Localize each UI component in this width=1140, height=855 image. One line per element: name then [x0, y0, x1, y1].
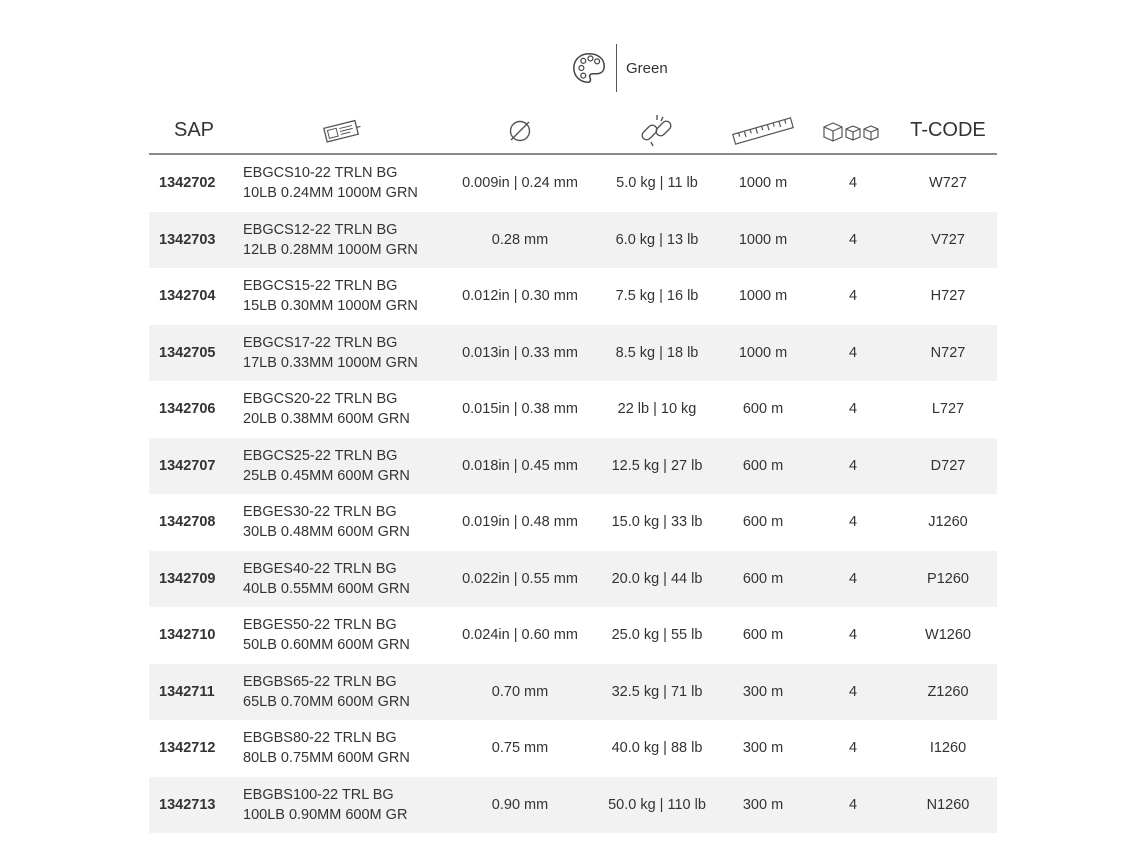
- ruler-icon: [730, 114, 796, 148]
- table-body: [149, 154, 997, 833]
- cell-diameter: 0.018in | 0.45 mm: [445, 438, 595, 495]
- description-line-1: EBGCS25-22 TRLN BG: [243, 447, 398, 464]
- cell-length: 300 m: [719, 720, 807, 777]
- cell-length: 1000 m: [719, 325, 807, 382]
- cell-breaking-strength: 12.5 kg | 27 lb: [595, 438, 719, 495]
- cell-pack: 4: [807, 438, 899, 495]
- table-row: [149, 268, 997, 325]
- cell-tcode: P1260: [899, 551, 997, 608]
- cell-length: 1000 m: [719, 268, 807, 325]
- cell-pack: 4: [807, 494, 899, 551]
- cell-pack: 4: [807, 325, 899, 382]
- cell-pack: 4: [807, 212, 899, 269]
- cell-breaking-strength: 40.0 kg | 88 lb: [595, 720, 719, 777]
- description-line-1: EBGCS10-22 TRLN BG: [243, 165, 398, 182]
- cell-sap: 1342710: [149, 607, 239, 664]
- cell-description: [239, 664, 445, 721]
- cell-description: [239, 212, 445, 269]
- table-row: [149, 720, 997, 777]
- cell-description: [239, 494, 445, 551]
- table-row: [149, 154, 997, 212]
- description-line-1: EBGBS65-22 TRLN BG: [243, 673, 397, 690]
- description-line-2: 40LB 0.55MM 600M GRN: [243, 580, 410, 597]
- description-line-1: EBGBS80-22 TRLN BG: [243, 730, 397, 747]
- cell-tcode: W727: [899, 154, 997, 212]
- cell-tcode: D727: [899, 438, 997, 495]
- cell-length: 600 m: [719, 494, 807, 551]
- description-line-2: 100LB 0.90MM 600M GR: [243, 806, 408, 823]
- cell-diameter: 0.024in | 0.60 mm: [445, 607, 595, 664]
- cell-description: [239, 438, 445, 495]
- cell-pack: 4: [807, 720, 899, 777]
- cell-diameter: 0.015in | 0.38 mm: [445, 381, 595, 438]
- cell-pack: 4: [807, 777, 899, 834]
- cell-sap: 1342712: [149, 720, 239, 777]
- cell-breaking-strength: 22 lb | 10 kg: [595, 381, 719, 438]
- cell-breaking-strength: 8.5 kg | 18 lb: [595, 325, 719, 382]
- cell-diameter: 0.022in | 0.55 mm: [445, 551, 595, 608]
- cell-tcode: H727: [899, 268, 997, 325]
- palette-icon: [570, 49, 608, 87]
- cell-tcode: L727: [899, 381, 997, 438]
- description-line-1: EBGCS17-22 TRLN BG: [243, 334, 398, 351]
- cell-diameter: 0.70 mm: [445, 664, 595, 721]
- cell-sap: 1342702: [149, 154, 239, 212]
- cell-diameter: 0.012in | 0.30 mm: [445, 268, 595, 325]
- cell-length: 1000 m: [719, 154, 807, 212]
- description-line-2: 15LB 0.30MM 1000M GRN: [243, 298, 418, 315]
- cell-sap: 1342713: [149, 777, 239, 834]
- cell-sap: 1342703: [149, 212, 239, 269]
- description-line-2: 50LB 0.60MM 600M GRN: [243, 637, 410, 654]
- table-header-row: [149, 108, 997, 154]
- cell-length: 300 m: [719, 777, 807, 834]
- cell-pack: 4: [807, 154, 899, 212]
- cell-length: 600 m: [719, 381, 807, 438]
- cell-pack: 4: [807, 664, 899, 721]
- description-line-2: 12LB 0.28MM 1000M GRN: [243, 241, 418, 258]
- cell-pack: 4: [807, 381, 899, 438]
- description-line-1: EBGES50-22 TRLN BG: [243, 617, 397, 634]
- cell-length: 600 m: [719, 551, 807, 608]
- cell-description: [239, 325, 445, 382]
- label-tag-icon: [320, 118, 364, 144]
- boxes-icon: [820, 118, 886, 144]
- cell-diameter: 0.90 mm: [445, 777, 595, 834]
- color-label: Green: [626, 59, 668, 77]
- table-row: [149, 494, 997, 551]
- cell-sap: 1342704: [149, 268, 239, 325]
- cell-pack: 4: [807, 607, 899, 664]
- cell-diameter: 0.019in | 0.48 mm: [445, 494, 595, 551]
- cell-tcode: N1260: [899, 777, 997, 834]
- color-header: [570, 42, 668, 94]
- cell-sap: 1342711: [149, 664, 239, 721]
- cell-sap: 1342706: [149, 381, 239, 438]
- cell-sap: 1342705: [149, 325, 239, 382]
- description-line-1: EBGCS15-22 TRLN BG: [243, 278, 398, 295]
- cell-diameter: 0.28 mm: [445, 212, 595, 269]
- cell-breaking-strength: 15.0 kg | 33 lb: [595, 494, 719, 551]
- cell-tcode: J1260: [899, 494, 997, 551]
- cell-description: [239, 551, 445, 608]
- table-row: [149, 777, 997, 834]
- cell-description: [239, 607, 445, 664]
- cell-pack: 4: [807, 268, 899, 325]
- table-row: [149, 381, 997, 438]
- product-spec-table: [149, 108, 997, 833]
- cell-diameter: 0.013in | 0.33 mm: [445, 325, 595, 382]
- description-line-2: 20LB 0.38MM 600M GRN: [243, 411, 410, 428]
- cell-description: [239, 154, 445, 212]
- cell-tcode: I1260: [899, 720, 997, 777]
- diameter-icon: [506, 117, 534, 145]
- description-line-1: EBGCS20-22 TRLN BG: [243, 391, 398, 408]
- description-line-1: EBGBS100-22 TRL BG: [243, 786, 394, 803]
- cell-tcode: N727: [899, 325, 997, 382]
- header-breaking-strength: [595, 108, 719, 154]
- cell-diameter: 0.009in | 0.24 mm: [445, 154, 595, 212]
- cell-sap: 1342709: [149, 551, 239, 608]
- description-line-2: 10LB 0.24MM 1000M GRN: [243, 185, 418, 202]
- table-row: [149, 607, 997, 664]
- table-row: [149, 551, 997, 608]
- table-row: [149, 212, 997, 269]
- cell-length: 600 m: [719, 607, 807, 664]
- cell-description: [239, 777, 445, 834]
- cell-description: [239, 381, 445, 438]
- cell-length: 300 m: [719, 664, 807, 721]
- header-sap: SAP: [149, 108, 239, 154]
- cell-tcode: W1260: [899, 607, 997, 664]
- cell-description: [239, 268, 445, 325]
- description-line-1: EBGES30-22 TRLN BG: [243, 504, 397, 521]
- chain-link-icon: [637, 113, 677, 149]
- table-row: [149, 438, 997, 495]
- cell-length: 1000 m: [719, 212, 807, 269]
- cell-breaking-strength: 50.0 kg | 110 lb: [595, 777, 719, 834]
- description-line-2: 17LB 0.33MM 1000M GRN: [243, 354, 418, 371]
- header-description: [239, 108, 445, 154]
- cell-breaking-strength: 20.0 kg | 44 lb: [595, 551, 719, 608]
- header-diameter: [445, 108, 595, 154]
- cell-description: [239, 720, 445, 777]
- table-row: [149, 664, 997, 721]
- description-line-2: 30LB 0.48MM 600M GRN: [243, 524, 410, 541]
- table-row: [149, 325, 997, 382]
- cell-pack: 4: [807, 551, 899, 608]
- cell-length: 600 m: [719, 438, 807, 495]
- header-tcode: T-CODE: [899, 108, 997, 154]
- header-length: [719, 108, 807, 154]
- cell-breaking-strength: 7.5 kg | 16 lb: [595, 268, 719, 325]
- color-divider: [616, 44, 617, 92]
- cell-sap: 1342708: [149, 494, 239, 551]
- cell-sap: 1342707: [149, 438, 239, 495]
- cell-diameter: 0.75 mm: [445, 720, 595, 777]
- description-line-2: 80LB 0.75MM 600M GRN: [243, 750, 410, 767]
- cell-tcode: V727: [899, 212, 997, 269]
- description-line-2: 65LB 0.70MM 600M GRN: [243, 693, 410, 710]
- cell-breaking-strength: 6.0 kg | 13 lb: [595, 212, 719, 269]
- cell-breaking-strength: 5.0 kg | 11 lb: [595, 154, 719, 212]
- cell-breaking-strength: 25.0 kg | 55 lb: [595, 607, 719, 664]
- cell-tcode: Z1260: [899, 664, 997, 721]
- header-pack: [807, 108, 899, 154]
- description-line-2: 25LB 0.45MM 600M GRN: [243, 467, 410, 484]
- description-line-1: EBGCS12-22 TRLN BG: [243, 221, 398, 238]
- description-line-1: EBGES40-22 TRLN BG: [243, 560, 397, 577]
- cell-breaking-strength: 32.5 kg | 71 lb: [595, 664, 719, 721]
